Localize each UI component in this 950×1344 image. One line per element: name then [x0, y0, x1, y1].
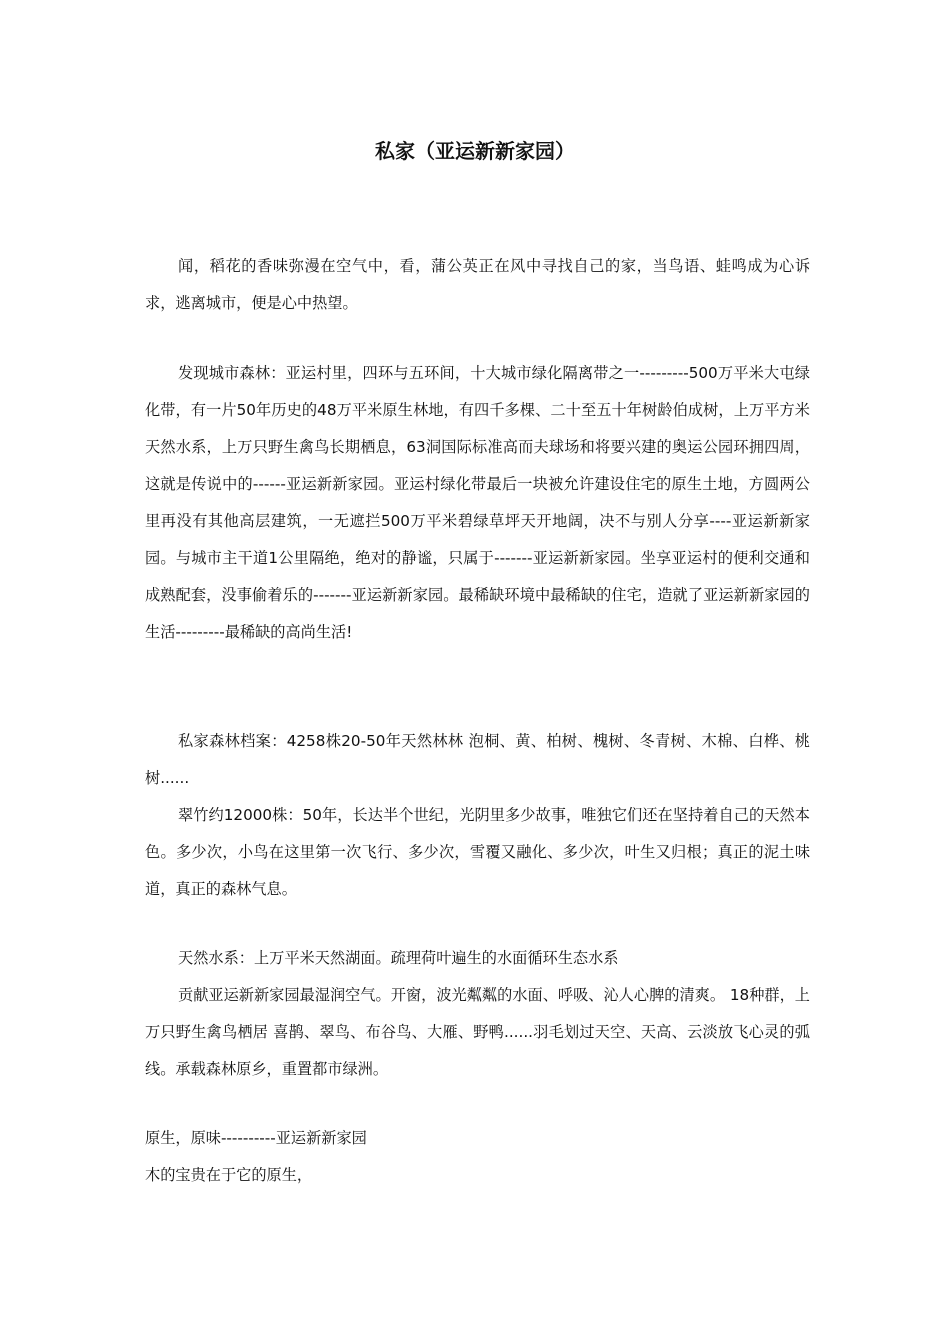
paragraph-original-taste: 原生，原味----------亚运新新家园 — [145, 1129, 367, 1147]
paragraph-bamboo: 翠竹约12000株：50年，长达半个世纪，光阴里多少故事，唯独它们还在坚持着自己的天然本色。多少次，小鸟在这里第一次飞行、多少次，雪覆又融化、多少次，叶生又归根；真正的泥土味道，真正的森林气息。 — [145, 806, 810, 898]
paragraph-city-forest: 发现城市森林：亚运村里，四环与五环间，十大城市绿化隔离带之一---------500万平米大屯绿化带，有一片50年历史的48万平米原生林地，有四千多棵、二十至五十年树龄伯成树，上万平方米天然水系，上万只野生禽鸟长期栖息，63洞国际标准高而夫球场和将要兴建的奥运公园环拥四周，这就是传说中的------亚运新新家园。亚运村绿化带最后一块被允许建设住宅的原生土地，方圆两公里再没有其他高层建筑，一无遮拦500万平米碧绿草坪天开地阔，决不与别人分享----亚运新新家园。与城市主干道1公里隔绝，绝对的静谧，只属于-------亚运新新家园。坐享亚运村的便利交通和成熟配套，没事偷着乐的-------亚运新新家园。最稀缺环境中最稀缺的住宅，造就了亚运新新家园的生活---------最稀缺的高尚生活! — [145, 364, 810, 641]
paragraph-water-system: 天然水系：上万平米天然湖面。疏理荷叶遍生的水面循环生态水系 — [178, 949, 619, 967]
paragraph-intro: 闻，稻花的香味弥漫在空气中，看，蒲公英正在风中寻找自己的家，当鸟语、蛙鸣成为心诉求，逃离城市，便是心中热望。 — [145, 257, 810, 312]
paragraph-wood-value: 木的宝贵在于它的原生， — [145, 1166, 313, 1184]
paragraph-humid-air: 贡献亚运新新家园最湿润空气。开窗，波光粼粼的水面、呼吸、沁人心脾的清爽。 18种群，上万只野生禽鸟栖居 喜鹊、翠鸟、布谷鸟、大雁、野鸭......羽毛划过天空、天高、云淡放飞心灵的弧线。承载森林原乡，重置都市绿洲。 — [145, 986, 810, 1078]
paragraph-forest-archive: 私家森林档案：4258株20-50年天然林林 泡桐、黄、柏树、槐树、冬青树、木棉、白桦、桃树...... — [145, 732, 810, 787]
document-title: 私家（亚运新新家园） — [375, 139, 575, 163]
